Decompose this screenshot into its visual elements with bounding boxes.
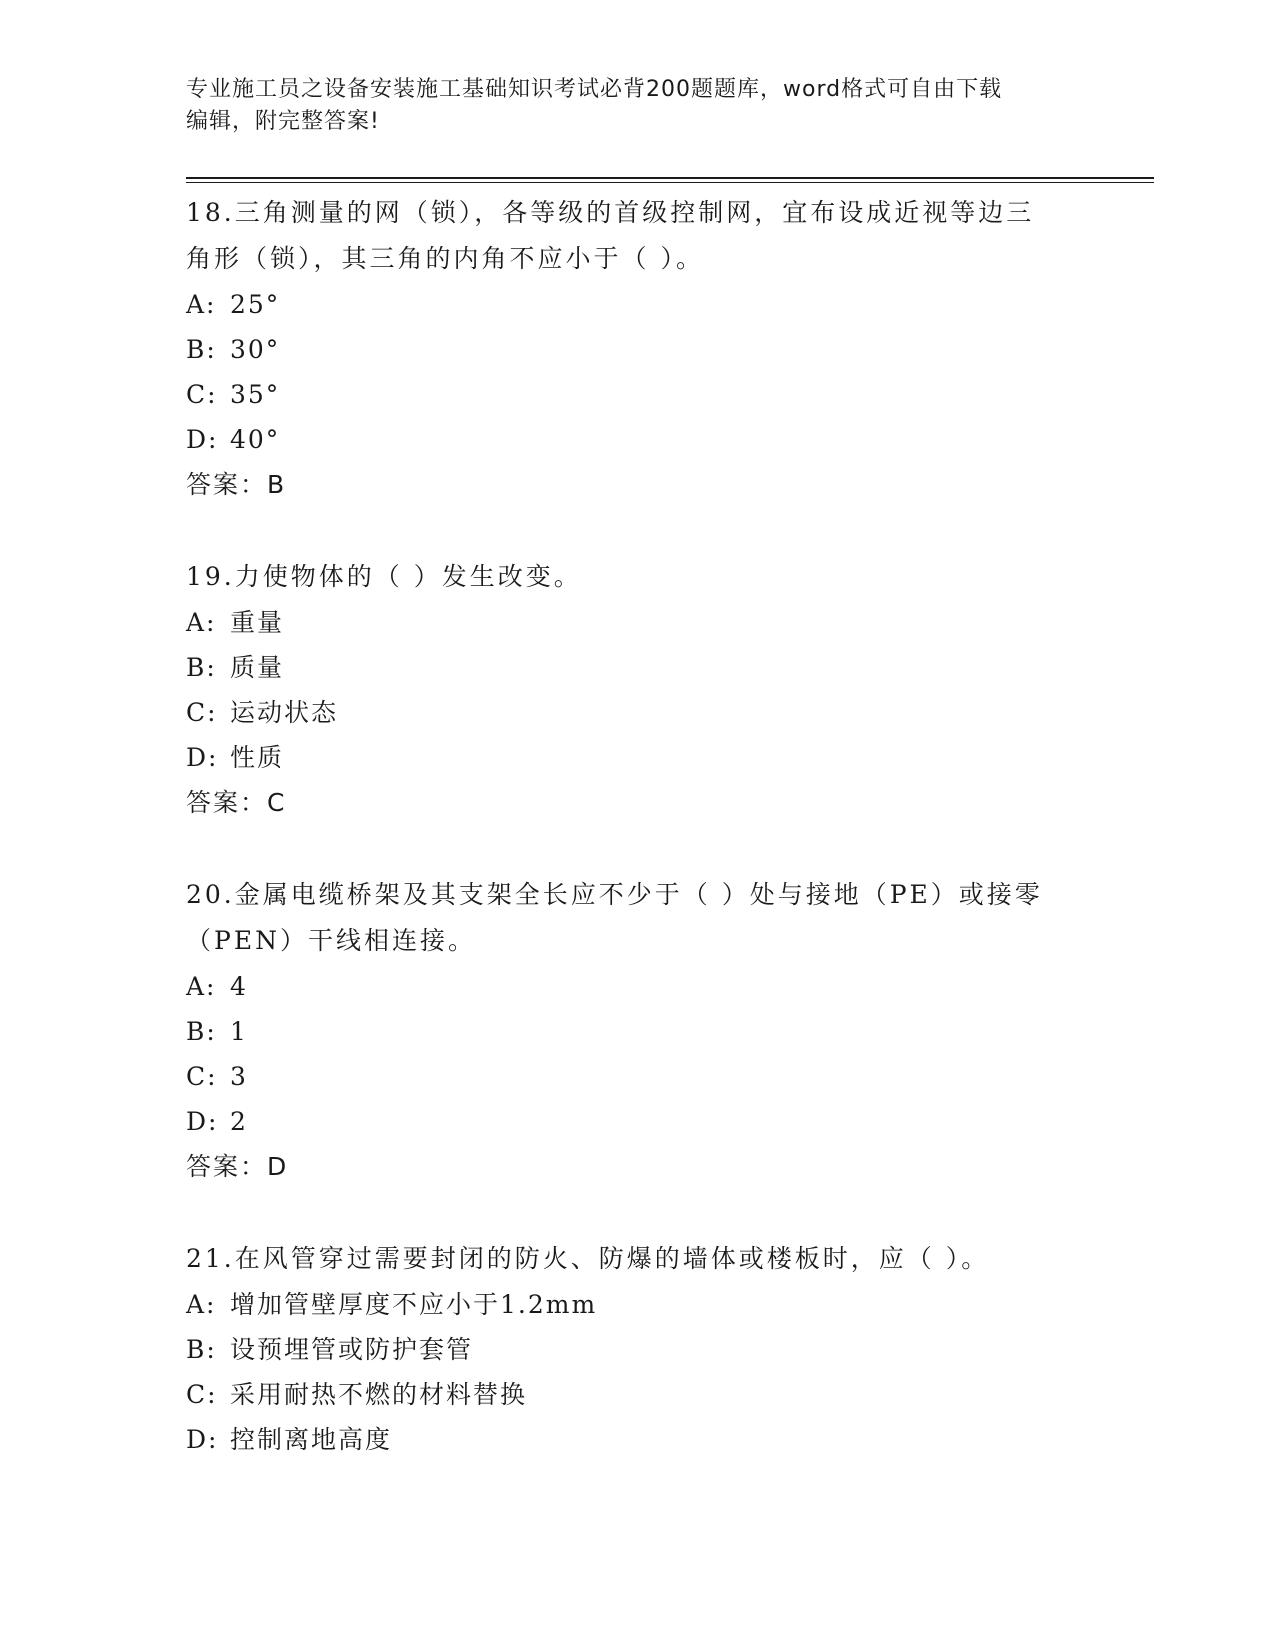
option-text: 运动状态 xyxy=(230,698,339,727)
option-letter: C: xyxy=(186,698,218,727)
option-letter: B: xyxy=(186,1335,217,1364)
question-18 xyxy=(186,190,1086,508)
header-line-1: 专业施工员之设备安装施工基础知识考试必背200题题库，word格式可自由下载 xyxy=(186,77,1003,102)
option-letter: D: xyxy=(186,425,219,454)
option-letter: A: xyxy=(186,290,217,319)
option-letter: C: xyxy=(186,1380,218,1409)
option-text: 设预埋管或防护套管 xyxy=(230,1335,474,1364)
question-list xyxy=(186,190,1086,1508)
option-b xyxy=(186,327,1086,372)
question-20 xyxy=(186,872,1086,1190)
option-letter: A: xyxy=(186,608,217,637)
document-header xyxy=(186,74,1066,138)
option-a xyxy=(186,1282,1086,1327)
option-letter: B: xyxy=(186,335,217,364)
option-a xyxy=(186,282,1086,327)
option-d xyxy=(186,1417,1086,1462)
option-d xyxy=(186,735,1086,780)
answer-line: 答案：C xyxy=(186,788,287,817)
option-letter: A: xyxy=(186,1290,217,1319)
option-a xyxy=(186,964,1086,1009)
option-letter: C: xyxy=(186,380,218,409)
option-letter: D: xyxy=(186,1425,219,1454)
option-text: 25° xyxy=(230,290,281,319)
option-b xyxy=(186,1327,1086,1372)
option-b xyxy=(186,1009,1086,1054)
question-stem-line-2: 角形（锁），其三角的内角不应小于（ ）。 xyxy=(186,244,704,273)
question-stem-line-1: 18.三角测量的网（锁），各等级的首级控制网，宜布设成近视等边三 xyxy=(186,198,1035,227)
option-d xyxy=(186,417,1086,462)
answer-line: 答案：B xyxy=(186,470,287,499)
option-letter: A: xyxy=(186,972,217,1001)
header-divider-thin xyxy=(186,182,1154,183)
option-letter: D: xyxy=(186,743,219,772)
option-text: 性质 xyxy=(230,743,285,772)
header-divider-thick xyxy=(186,177,1154,179)
question-stem-line-2: （PEN）干线相连接。 xyxy=(186,926,476,955)
answer-line: 答案：D xyxy=(186,1152,289,1181)
option-letter: D: xyxy=(186,1107,219,1136)
option-text: 增加管壁厚度不应小于1.2mm xyxy=(230,1290,598,1319)
option-d xyxy=(186,1099,1086,1144)
option-text: 质量 xyxy=(230,653,285,682)
option-text: 采用耐热不燃的材料替换 xyxy=(230,1380,528,1409)
option-c xyxy=(186,372,1086,417)
option-text: 4 xyxy=(230,972,248,1001)
option-text: 控制离地高度 xyxy=(230,1425,393,1454)
option-c xyxy=(186,1054,1086,1099)
option-text: 1 xyxy=(230,1017,248,1046)
option-letter: C: xyxy=(186,1062,218,1091)
option-c xyxy=(186,690,1086,735)
option-b xyxy=(186,645,1086,690)
option-letter: B: xyxy=(186,653,217,682)
question-19 xyxy=(186,554,1086,826)
option-a xyxy=(186,600,1086,645)
option-text: 3 xyxy=(230,1062,248,1091)
question-stem-line-1: 19.力使物体的（ ）发生改变。 xyxy=(186,562,582,591)
option-c xyxy=(186,1372,1086,1417)
question-stem-line-1: 21.在风管穿过需要封闭的防火、防爆的墙体或楼板时，应（ ）。 xyxy=(186,1244,990,1273)
option-text: 35° xyxy=(230,380,281,409)
option-letter: B: xyxy=(186,1017,217,1046)
option-text: 2 xyxy=(230,1107,248,1136)
option-text: 40° xyxy=(230,425,281,454)
question-21 xyxy=(186,1236,1086,1462)
option-text: 30° xyxy=(230,335,281,364)
question-stem-line-1: 20.金属电缆桥架及其支架全长应不少于（ ）处与接地（PE）或接零 xyxy=(186,880,1043,909)
header-line-2: 编辑，附完整答案! xyxy=(186,109,380,134)
option-text: 重量 xyxy=(230,608,285,637)
